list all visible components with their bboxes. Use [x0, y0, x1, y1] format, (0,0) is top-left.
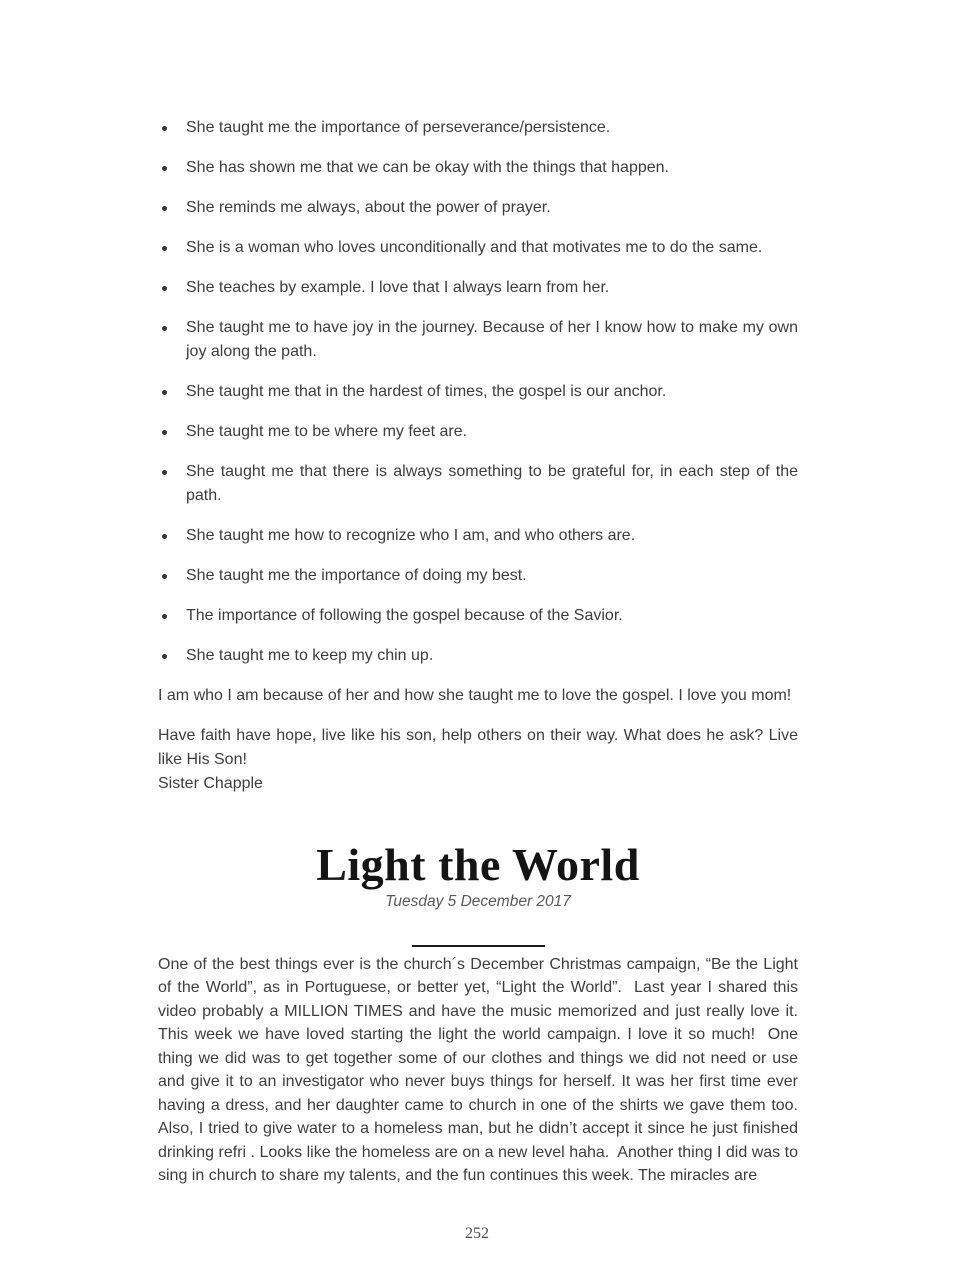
page-number: 252: [465, 1225, 489, 1242]
list-item: [158, 524, 798, 548]
bullet-marker: [162, 390, 167, 395]
farewell-text: Have faith have hope, live like his son, help others on their way. What does he ask? Live like His Son!: [158, 727, 798, 768]
section-divider: [412, 945, 545, 947]
bullet-text: The importance of following the gospel because of the Savior.: [186, 607, 623, 624]
bullet-marker: [162, 326, 167, 331]
list-item: [158, 564, 798, 588]
bullet-marker: [162, 574, 167, 579]
list-item: [158, 644, 798, 668]
bullet-marker: [162, 430, 167, 435]
list-item: [158, 276, 798, 300]
list-item: [158, 460, 798, 508]
bullet-list: [158, 116, 798, 668]
bullet-marker: [162, 614, 167, 619]
bullet-text: She has shown me that we can be okay with the things that happen.: [186, 159, 669, 176]
list-item: [158, 604, 798, 628]
entry-date: Tuesday 5 December 2017: [385, 892, 571, 910]
bullet-text: She taught me to keep my chin up.: [186, 647, 434, 664]
list-item: [158, 116, 798, 140]
signature: Sister Chapple: [158, 775, 263, 792]
bullet-marker: [162, 206, 167, 211]
bullet-text: She taught me to be where my feet are.: [186, 423, 468, 440]
bullet-text: She taught me that in the hardest of times, the gospel is our anchor.: [186, 383, 667, 400]
bullet-marker: [162, 534, 167, 539]
bullet-marker: [162, 654, 167, 659]
bullet-marker: [162, 246, 167, 251]
list-item: [158, 380, 798, 404]
list-item: [158, 316, 798, 364]
bullet-text: She teaches by example. I love that I always learn from her.: [186, 279, 610, 296]
bullet-text: She taught me to have joy in the journey. Because of her I know how to make my own joy along the path.: [186, 319, 798, 360]
bullet-text: She taught me the importance of perseverance/persistence.: [186, 119, 611, 136]
entry-body: One of the best things ever is the church´s December Christmas campaign, “Be the Light of the World”, as in Portuguese, or better yet, “Light the World”. Last year I shared this video probably a MILLION TIMES and have the music memorized and just really love it. This week we have loved starting the light the world campaign. I love it so much! One thing we did was to get together some of our clothes and things we did not need or use and give it to an investigator who never buys things for herself. It was her first time ever having a dress, and her daughter came to church in one of the shirts we gave them too. Also, I tried to give water to a homeless man, but he didn’t accept it since he just finished drinking refri . Looks like the homeless are on a new level haha. Another thing I did was to sing in church to share my talents, and the fun continues this week. The miracles are: [158, 955, 803, 1185]
bullet-text: She taught me how to recognize who I am, and who others are.: [186, 527, 636, 544]
list-item: [158, 420, 798, 444]
bullet-text: She is a woman who loves unconditionally and that motivates me to do the same.: [186, 239, 763, 256]
bullet-text: She taught me the importance of doing my best.: [186, 567, 527, 584]
list-item: [158, 236, 798, 260]
bullet-marker: [162, 286, 167, 291]
entry-title: Light the World: [316, 839, 640, 890]
list-item: [158, 156, 798, 180]
bullet-marker: [162, 126, 167, 131]
bullet-text: She reminds me always, about the power of prayer.: [186, 199, 551, 216]
bullet-marker: [162, 166, 167, 171]
content-column: [158, 0, 803, 1188]
summary-paragraph: I am who I am because of her and how she taught me to love the gospel. I love you mom!: [158, 687, 792, 704]
list-item: [158, 196, 798, 220]
farewell-paragraph: [158, 724, 798, 796]
bullet-marker: [162, 470, 167, 475]
bullet-text: She taught me that there is always something to be grateful for, in each step of the path.: [186, 463, 798, 504]
